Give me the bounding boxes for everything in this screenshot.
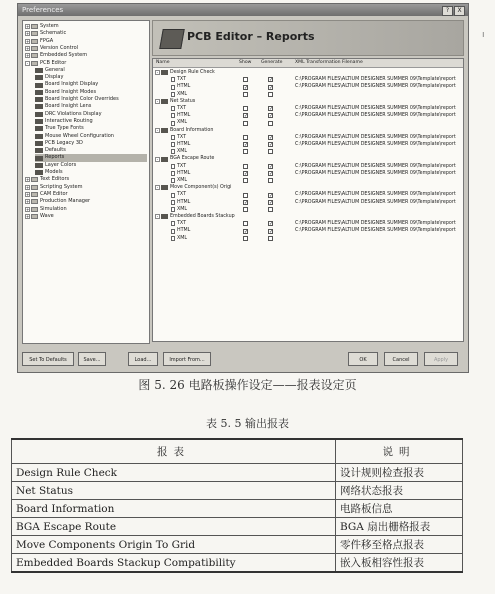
tree-item[interactable] [35, 147, 147, 154]
header-show[interactable]: Show [239, 60, 252, 65]
xml-path[interactable]: C:\PROGRAM FILES\ALTIUM DESIGNER SUMMER 09\Template\report [295, 113, 456, 119]
expand-icon[interactable]: + [26, 192, 30, 198]
file-icon [171, 178, 175, 183]
file-icon [171, 121, 175, 126]
set-defaults-button[interactable]: Set To Defaults [22, 352, 74, 366]
page-icon [35, 126, 43, 131]
tree-item-label: Board Insight Lens [45, 103, 92, 110]
report-name-cell: Design Rule Check [12, 464, 336, 482]
format-label: XML [177, 235, 188, 241]
page-icon [35, 83, 43, 88]
tree-item[interactable] [25, 191, 147, 198]
header-name[interactable]: Name [156, 60, 170, 65]
file-icon [171, 193, 175, 198]
tree-item-label: FPGA [40, 37, 54, 44]
panel-banner [152, 20, 464, 56]
report-name-cell: BGA Escape Route [12, 518, 336, 536]
show-checkbox[interactable] [243, 121, 248, 126]
report-description-cell: 网络状态报表 [336, 482, 463, 500]
generate-checkbox[interactable] [268, 178, 273, 183]
generate-checkbox[interactable]: ✓ [269, 142, 274, 149]
tree-item[interactable] [25, 198, 147, 205]
tree-item-label: System [40, 23, 59, 29]
tree-item[interactable] [35, 162, 147, 169]
table-row [12, 536, 463, 554]
tree-item-label: Board Insight Display [45, 81, 99, 88]
generate-checkbox[interactable] [268, 207, 273, 212]
report-description-cell: BGA 扇出栅格报表 [336, 518, 463, 536]
xml-path[interactable]: C:\PROGRAM FILES\ALTIUM DESIGNER SUMMER 09\Template\report [295, 170, 456, 176]
folder-icon [31, 177, 38, 182]
xml-path[interactable]: C:\PROGRAM FILES\ALTIUM DESIGNER SUMMER 09\Template\report [295, 134, 456, 140]
format-label: HTML [177, 113, 191, 119]
panel-title: PCB Editor – Reports [187, 30, 315, 43]
format-label: HTML [177, 142, 191, 147]
report-group-name: Design Rule Check [170, 70, 215, 75]
tree-item[interactable] [35, 89, 147, 96]
grid-header [153, 59, 463, 68]
tree-item-label: True Type Fonts [45, 125, 84, 132]
generate-checkbox[interactable]: ✓ [269, 170, 274, 177]
report-name-cell: Net Status [12, 482, 336, 500]
tree-item-label: Production Manager [40, 198, 91, 205]
tree-item-label: Reports [45, 154, 65, 161]
tree-item[interactable] [35, 118, 147, 125]
table-row [12, 500, 463, 518]
tree-item[interactable] [35, 96, 147, 103]
show-checkbox[interactable] [243, 149, 248, 154]
format-label: TXT [177, 77, 187, 83]
collapse-icon[interactable]: - [156, 156, 159, 162]
file-icon [171, 171, 175, 176]
pcb-icon [159, 29, 185, 49]
file-icon [171, 207, 175, 212]
report-format-row[interactable] [153, 235, 463, 243]
xml-path[interactable]: C:\PROGRAM FILES\ALTIUM DESIGNER SUMMER 09\Template\report [295, 228, 456, 234]
folder-icon [31, 46, 38, 51]
tree-item-label: Schematic [40, 30, 67, 37]
file-icon [171, 149, 175, 154]
tree-item[interactable] [35, 111, 147, 118]
generate-checkbox[interactable]: ✓ [269, 106, 274, 113]
tree-item[interactable] [25, 60, 147, 67]
folder-icon [31, 185, 38, 190]
folder-icon [31, 53, 38, 58]
format-label: TXT [177, 163, 187, 169]
report-group-icon [161, 157, 168, 162]
generate-checkbox[interactable]: ✓ [269, 192, 274, 199]
generate-checkbox[interactable] [268, 121, 273, 126]
generate-checkbox[interactable]: ✓ [269, 84, 274, 91]
report-group-icon [161, 185, 168, 190]
table-row [12, 518, 463, 536]
tree-item[interactable] [35, 133, 147, 140]
show-checkbox[interactable] [243, 193, 248, 198]
tree-item[interactable] [25, 23, 147, 30]
format-label: XML [177, 178, 188, 183]
xml-path[interactable]: C:\PROGRAM FILES\ALTIUM DESIGNER SUMMER 09\Template\report [295, 199, 456, 205]
report-name-cell: Move Components Origin To Grid [12, 536, 336, 554]
file-icon [171, 106, 175, 111]
table-header-report: 报表 [12, 439, 336, 464]
tree-item[interactable] [25, 213, 147, 220]
report-group-name: Embedded Boards Stackup [170, 214, 235, 219]
tree-item[interactable] [35, 125, 147, 132]
page-icon [35, 156, 43, 161]
generate-checkbox[interactable] [268, 92, 273, 97]
report-group-icon [161, 214, 168, 219]
file-icon [171, 92, 175, 97]
tree-item-label: General [45, 66, 65, 73]
page-icon [35, 141, 43, 146]
collapse-icon[interactable]: - [156, 185, 159, 191]
tree-item-label: PCB Legacy 3D [45, 139, 83, 146]
cancel-button[interactable]: Cancel [384, 352, 418, 366]
tree-item-label: CAM Editor [40, 190, 68, 197]
report-description-cell: 设计规则检查报表 [336, 464, 463, 482]
format-label: HTML [177, 228, 191, 234]
generate-checkbox[interactable]: ✓ [269, 134, 274, 141]
page-icon [35, 148, 43, 153]
expand-icon[interactable]: + [26, 46, 30, 52]
report-description-cell: 电路板信息 [336, 500, 463, 518]
format-label: XML [177, 120, 188, 126]
format-label: XML [177, 149, 188, 155]
dialog-titlebar [18, 4, 468, 16]
report-group-name: Move Component(s) Origi [170, 185, 232, 191]
tree-item-label: Embedded System [40, 52, 88, 59]
show-checkbox[interactable] [243, 92, 248, 97]
show-checkbox[interactable] [243, 135, 248, 140]
tree-item-label: Layer Colors [45, 161, 77, 168]
format-label: XML [177, 91, 188, 97]
collapse-icon[interactable]: - [156, 214, 159, 220]
load-button[interactable]: Load... [128, 352, 158, 366]
tree-item-label: Interactive Routing [45, 117, 93, 124]
format-label: TXT [177, 134, 187, 140]
page-icon [35, 170, 43, 175]
report-group-name: Board Information [170, 127, 214, 133]
collapse-icon[interactable]: - [26, 60, 29, 66]
expand-icon[interactable]: + [26, 199, 30, 205]
collapse-icon[interactable]: - [156, 127, 159, 133]
dialog-title: Preferences [22, 6, 64, 14]
show-checkbox[interactable]: ✓ [244, 113, 249, 120]
collapse-icon[interactable]: - [156, 70, 159, 76]
show-checkbox[interactable] [243, 236, 248, 241]
tree-item-label: Version Control [40, 44, 79, 51]
show-checkbox[interactable] [243, 77, 248, 82]
file-icon [171, 164, 175, 169]
show-checkbox[interactable]: ✓ [244, 142, 249, 149]
table-caption: 表 5. 5 输出报表 [206, 417, 289, 430]
format-label: HTML [177, 84, 191, 90]
format-label: TXT [177, 192, 187, 198]
format-label: TXT [177, 221, 187, 227]
show-checkbox[interactable]: ✓ [244, 170, 249, 177]
tree-item-label: Board Insight Modes [45, 88, 97, 95]
save-button[interactable]: Save... [78, 352, 106, 366]
tree-item-label: Text Editors [40, 176, 70, 183]
file-icon [171, 113, 175, 118]
tree-item-label: Mouse Wheel Configuration [45, 132, 114, 139]
collapse-icon[interactable]: - [156, 99, 159, 105]
generate-checkbox[interactable]: ✓ [269, 77, 274, 84]
file-icon [171, 85, 175, 90]
generate-checkbox[interactable]: ✓ [269, 113, 274, 120]
preferences-tree[interactable] [22, 20, 150, 344]
preferences-dialog [17, 3, 469, 373]
reports-grid [152, 58, 464, 342]
folder-icon [31, 61, 38, 66]
folder-icon [31, 214, 38, 219]
page-icon [35, 112, 43, 117]
table-row [12, 464, 463, 482]
tree-item[interactable] [35, 67, 147, 74]
tree-item[interactable] [35, 169, 147, 176]
xml-path[interactable]: C:\PROGRAM FILES\ALTIUM DESIGNER SUMMER 09\Template\report [295, 84, 456, 90]
table-row [12, 554, 463, 573]
folder-icon [31, 24, 38, 29]
expand-icon[interactable]: + [26, 177, 30, 183]
tree-item[interactable] [25, 52, 147, 59]
report-group-icon [161, 99, 168, 104]
generate-checkbox[interactable]: ✓ [269, 163, 274, 170]
tree-item-label: Models [45, 169, 63, 175]
page-icon [35, 134, 43, 139]
reports-panel [152, 20, 464, 342]
tree-item-label: Wave [40, 212, 54, 219]
report-group-icon [161, 70, 168, 75]
format-label: HTML [177, 199, 191, 205]
folder-icon [31, 31, 38, 36]
ok-button[interactable]: OK [348, 352, 378, 366]
tree-item[interactable] [35, 154, 147, 161]
format-label: TXT [177, 106, 187, 111]
expand-icon[interactable]: + [26, 53, 30, 59]
file-icon [171, 236, 175, 241]
expand-icon[interactable]: + [26, 213, 30, 219]
report-group-name: BGA Escape Route [170, 156, 215, 162]
file-icon [171, 221, 175, 226]
report-description-cell: 零件移至格点报表 [336, 536, 463, 554]
folder-icon [31, 39, 38, 44]
page-icon [35, 75, 43, 80]
page-icon [35, 163, 43, 168]
report-description-cell: 嵌入板相容性报表 [336, 554, 463, 573]
tree-item-label: PCB Editor [40, 59, 67, 66]
show-checkbox[interactable] [243, 164, 248, 169]
expand-icon[interactable]: + [26, 206, 30, 212]
page-icon [35, 104, 43, 109]
expand-icon[interactable]: + [26, 31, 30, 37]
folder-icon [31, 192, 38, 197]
xml-path[interactable]: C:\PROGRAM FILES\ALTIUM DESIGNER SUMMER 09\Template\report [295, 106, 456, 111]
tree-item[interactable] [25, 38, 147, 45]
file-icon [171, 77, 175, 82]
format-label: XML [177, 206, 188, 212]
tree-item[interactable] [25, 184, 147, 191]
margin-mark: ı [482, 30, 485, 40]
xml-path[interactable]: C:\PROGRAM FILES\ALTIUM DESIGNER SUMMER 09\Template\report [295, 192, 456, 198]
tree-item[interactable] [25, 30, 147, 37]
xml-path[interactable]: C:\PROGRAM FILES\ALTIUM DESIGNER SUMMER 09\Template\report [295, 221, 456, 227]
show-checkbox[interactable] [243, 106, 248, 111]
show-checkbox[interactable] [243, 207, 248, 212]
tree-item-label: Simulation [40, 205, 67, 212]
page-icon [35, 90, 43, 95]
expand-icon[interactable]: + [26, 38, 30, 44]
close-button[interactable]: X [454, 6, 465, 16]
tree-item[interactable] [35, 74, 147, 81]
show-checkbox[interactable]: ✓ [244, 84, 249, 91]
folder-icon [31, 207, 38, 212]
generate-checkbox[interactable]: ✓ [269, 221, 274, 228]
tree-item-label: Scripting System [40, 183, 83, 190]
import-from-button[interactable]: Import From... [163, 352, 211, 366]
xml-path[interactable]: C:\PROGRAM FILES\ALTIUM DESIGNER SUMMER 09\Template\report [295, 163, 456, 169]
generate-checkbox[interactable] [268, 149, 273, 154]
report-group-name: Net Status [170, 98, 196, 104]
table-header-description: 说明 [336, 439, 463, 464]
tree-item[interactable] [25, 176, 147, 183]
report-name-cell: Board Information [12, 500, 336, 518]
tree-item[interactable] [35, 103, 147, 110]
format-label: HTML [177, 170, 191, 176]
file-icon [171, 229, 175, 234]
tree-item[interactable] [35, 140, 147, 147]
generate-checkbox[interactable]: ✓ [269, 228, 274, 235]
help-button[interactable]: ? [442, 6, 453, 16]
file-icon [171, 200, 175, 205]
xml-path[interactable]: C:\PROGRAM FILES\ALTIUM DESIGNER SUMMER 09\Template\report [295, 77, 456, 83]
page-icon [35, 97, 43, 102]
tree-item-label: Defaults [45, 147, 66, 154]
xml-path[interactable]: C:\PROGRAM FILES\ALTIUM DESIGNER SUMMER 09\Template\report [295, 142, 456, 147]
header-xml[interactable]: XML Transformation Filename [295, 60, 363, 65]
show-checkbox[interactable] [243, 178, 248, 183]
page-icon [35, 68, 43, 73]
folder-icon [31, 199, 38, 204]
expand-icon[interactable]: + [26, 24, 30, 30]
generate-checkbox[interactable]: ✓ [269, 199, 274, 206]
output-reports-table [11, 438, 463, 573]
tree-item[interactable] [25, 45, 147, 52]
page-icon [35, 119, 43, 124]
figure-caption: 图 5. 26 电路板操作设定——报表设定页 [138, 378, 357, 392]
show-checkbox[interactable] [243, 221, 248, 226]
apply-button[interactable]: Apply [424, 352, 458, 366]
report-name-cell: Embedded Boards Stackup Compatibility [12, 554, 336, 573]
show-checkbox[interactable]: ✓ [244, 199, 249, 206]
tree-item-label: Display [45, 74, 64, 81]
tree-item-label: DRC Violations Display [45, 110, 102, 117]
tree-item[interactable] [25, 206, 147, 213]
file-icon [171, 142, 175, 147]
tree-item-label: Board Insight Color Overrides [45, 96, 119, 102]
report-group-icon [161, 128, 168, 133]
tree-item[interactable] [35, 81, 147, 88]
table-row [12, 482, 463, 500]
file-icon [171, 135, 175, 140]
show-checkbox[interactable]: ✓ [244, 228, 249, 235]
header-generate[interactable]: Generate [261, 60, 283, 65]
expand-icon[interactable]: + [26, 184, 30, 190]
generate-checkbox[interactable] [268, 236, 273, 241]
